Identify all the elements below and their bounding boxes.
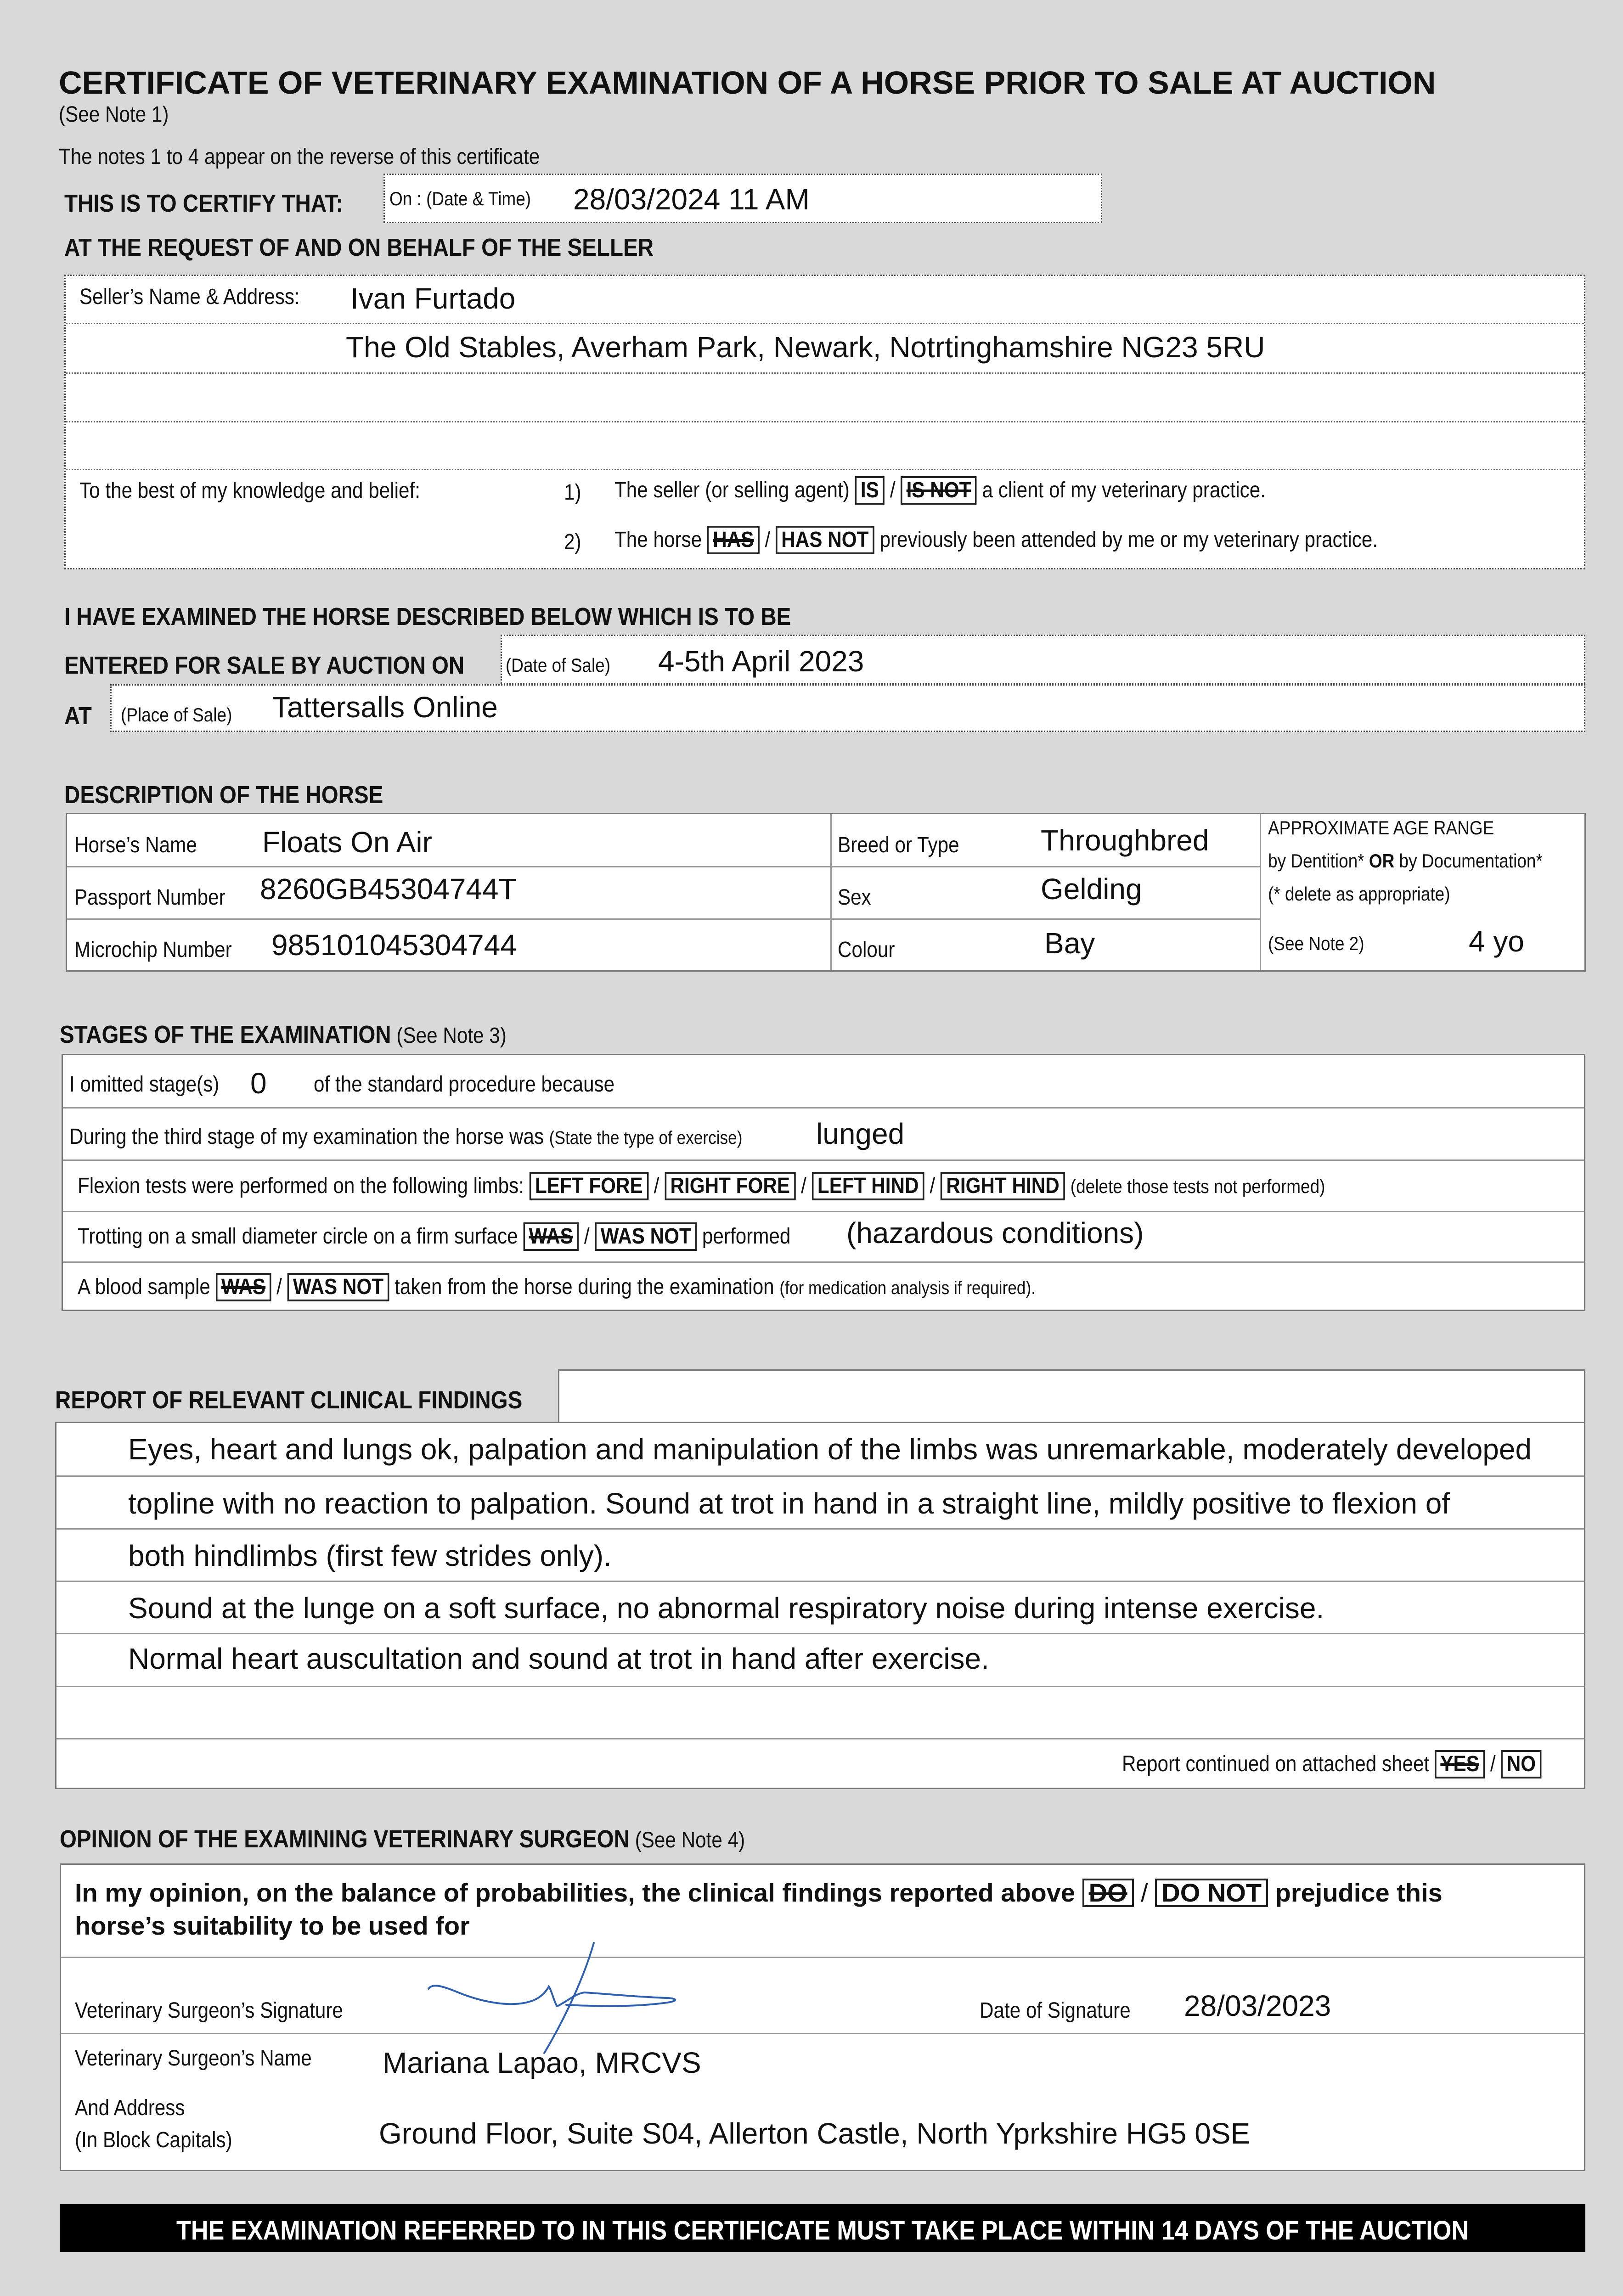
- opinion-heading-text: OPINION OF THE EXAMINING VETERINARY SURGEON: [60, 1825, 630, 1853]
- age-by-dentition[interactable]: by Dentition*: [1268, 850, 1364, 872]
- age-by-documentation[interactable]: by Documentation*: [1399, 850, 1543, 872]
- continued-no[interactable]: NO: [1501, 1750, 1541, 1778]
- flexion-row: [78, 1172, 1325, 1200]
- report-heading: REPORT OF RELEVANT CLINICAL FINDINGS: [55, 1386, 523, 1414]
- address-label-1: And Address: [75, 2096, 185, 2120]
- opinion-text-post: prejudice this: [1275, 1878, 1443, 1907]
- age-method: [1268, 850, 1543, 872]
- description-table: [66, 813, 1586, 972]
- sale-date-label: (Date of Sale): [506, 654, 611, 676]
- certify-label: THIS IS TO CERTIFY THAT:: [64, 190, 344, 217]
- flexion-left-hind[interactable]: LEFT HIND: [812, 1172, 924, 1200]
- trotting-post: performed: [702, 1224, 791, 1249]
- slash: /: [1490, 1752, 1496, 1776]
- signature-image[interactable]: [419, 1938, 750, 2058]
- certificate-title: CERTIFICATE OF VETERINARY EXAMINATION OF A HORSE PRIOR TO SALE AT AUCTION: [59, 65, 1436, 101]
- signature-label: Veterinary Surgeon’s Signature: [75, 1998, 343, 2023]
- slash: /: [801, 1174, 806, 1198]
- age-title: APPROXIMATE AGE RANGE: [1268, 817, 1494, 838]
- flexion-right-fore[interactable]: RIGHT FORE: [665, 1172, 795, 1200]
- flexion-left-fore[interactable]: LEFT FORE: [530, 1172, 648, 1200]
- opinion-text-pre: In my opinion, on the balance of probabilities, the clinical findings reported above: [75, 1878, 1076, 1907]
- certify-date-box[interactable]: [383, 174, 1102, 223]
- flexion-pre: Flexion tests were performed on the following limbs:: [78, 1174, 524, 1198]
- blood-small: (for medication analysis if required).: [779, 1278, 1036, 1298]
- age-or: OR: [1369, 850, 1395, 872]
- surgeon-name-value[interactable]: Mariana Lapao, MRCVS: [383, 2046, 701, 2079]
- seller-box: [64, 275, 1585, 569]
- third-stage-value[interactable]: lunged: [816, 1117, 905, 1150]
- sale-date-value: 4-5th April 2023: [658, 645, 864, 678]
- omitted-pre: I omitted stage(s): [69, 1072, 220, 1097]
- date-of-signature-value[interactable]: 28/03/2023: [1184, 1989, 1331, 2022]
- statement-1-number: 1): [564, 480, 581, 505]
- trotting-was[interactable]: WAS: [523, 1222, 579, 1251]
- date-of-signature-label: Date of Signature: [980, 1998, 1131, 2023]
- opinion-do-not[interactable]: DO NOT: [1155, 1879, 1268, 1907]
- slash: /: [1141, 1878, 1148, 1907]
- report-line[interactable]: both hindlimbs (first few strides only).: [128, 1539, 612, 1572]
- age-value[interactable]: 4 yo: [1469, 925, 1524, 958]
- seller-label: Seller’s Name & Address:: [79, 285, 300, 309]
- omitted-post: of the standard procedure because: [314, 1072, 615, 1097]
- breed-value[interactable]: Throughbred: [1041, 824, 1209, 857]
- slash: /: [654, 1174, 659, 1198]
- third-stage-pre: During the third stage of my examination the horse was: [69, 1125, 544, 1149]
- seller-name[interactable]: Ivan Furtado: [350, 282, 516, 315]
- certify-on-value: 28/03/2024 11 AM: [573, 183, 810, 216]
- examined-line-2: ENTERED FOR SALE BY AUCTION ON: [64, 652, 465, 679]
- option-is[interactable]: IS: [855, 476, 885, 505]
- report-line[interactable]: Normal heart auscultation and sound at trot in hand after exercise.: [128, 1642, 989, 1675]
- opinion-statement: [75, 1878, 1443, 1908]
- surgeon-address-value[interactable]: Ground Floor, Suite S04, Allerton Castle, North Yprkshire HG5 0SE: [379, 2117, 1251, 2150]
- footer-banner: [60, 2204, 1585, 2252]
- belief-label: To the best of my knowledge and belief:: [79, 478, 421, 503]
- opinion-heading: [60, 1825, 745, 1853]
- blood-pre: A blood sample: [78, 1275, 210, 1299]
- stages-table: [62, 1054, 1585, 1311]
- examined-line-1: I HAVE EXAMINED THE HORSE DESCRIBED BELOW WHICH IS TO BE: [64, 603, 791, 630]
- opinion-box: [60, 1863, 1585, 2171]
- statement-2-text: The horse: [614, 528, 702, 552]
- slash: /: [765, 528, 771, 552]
- sale-place-label: (Place of Sale): [121, 704, 232, 726]
- statement-1-text: The seller (or selling agent): [614, 478, 850, 502]
- statement-2-tail: previously been attended by me or my veterinary practice.: [879, 528, 1378, 552]
- opinion-line-2: horse’s suitability to be used for: [75, 1911, 470, 1940]
- slash: /: [276, 1275, 282, 1299]
- statement-1: [614, 476, 1266, 505]
- blood-was-not[interactable]: WAS NOT: [287, 1273, 389, 1301]
- opinion-do[interactable]: DO: [1082, 1879, 1134, 1907]
- report-box: [55, 1422, 1585, 1789]
- report-heading-field[interactable]: [558, 1369, 1585, 1423]
- option-has-not[interactable]: HAS NOT: [776, 526, 874, 554]
- trotting-row: [78, 1222, 790, 1251]
- sale-place-value: Tattersalls Online: [272, 691, 498, 724]
- passport-label: Passport Number: [74, 885, 225, 910]
- statement-2: [614, 526, 1378, 554]
- option-is-not[interactable]: IS NOT: [901, 476, 976, 505]
- age-note: (See Note 2): [1268, 933, 1364, 954]
- notes-text: The notes 1 to 4 appear on the reverse of this certificate: [59, 145, 540, 169]
- trotting-reason[interactable]: (hazardous conditions): [846, 1216, 1144, 1249]
- omitted-row: [69, 1072, 219, 1097]
- trotting-was-not[interactable]: WAS NOT: [595, 1222, 697, 1251]
- at-label: AT: [64, 702, 92, 730]
- sex-label: Sex: [838, 885, 871, 910]
- report-continued-text: Report continued on attached sheet: [1122, 1752, 1430, 1776]
- blood-post: taken from the horse during the examination: [394, 1275, 774, 1299]
- report-line[interactable]: Eyes, heart and lungs ok, palpation and manipulation of the limbs was unremarkable, moderately developed: [128, 1433, 1532, 1466]
- colour-value[interactable]: Bay: [1044, 927, 1095, 960]
- breed-label: Breed or Type: [838, 833, 959, 857]
- report-line[interactable]: Sound at the lunge on a soft surface, no abnormal respiratory noise during intense exercise.: [128, 1592, 1324, 1625]
- slash: /: [890, 478, 896, 502]
- seller-address[interactable]: The Old Stables, Averham Park, Newark, Notrtinghamshire NG23 5RU: [346, 331, 1265, 364]
- colour-label: Colour: [838, 938, 895, 962]
- flexion-post: (delete those tests not performed): [1070, 1176, 1325, 1197]
- stages-heading-text: STAGES OF THE EXAMINATION: [60, 1021, 391, 1048]
- stages-heading-note: (See Note 3): [396, 1024, 507, 1048]
- report-continued: [1122, 1750, 1541, 1778]
- sex-value[interactable]: Gelding: [1041, 872, 1142, 906]
- statement-2-number: 2): [564, 530, 581, 554]
- address-label-2: (In Block Capitals): [75, 2128, 232, 2152]
- sale-place-box[interactable]: [110, 684, 1585, 732]
- opinion-heading-note: (See Note 4): [635, 1828, 745, 1852]
- omitted-value[interactable]: 0: [250, 1067, 267, 1100]
- horse-name-label: Horse’s Name: [74, 833, 197, 857]
- option-has[interactable]: HAS: [707, 526, 760, 554]
- blood-was[interactable]: WAS: [216, 1273, 271, 1301]
- stages-heading: [60, 1020, 507, 1049]
- statement-1-tail: a client of my veterinary practice.: [982, 478, 1266, 502]
- see-note-1: (See Note 1): [59, 102, 169, 127]
- blood-row: [78, 1273, 1036, 1301]
- description-heading: DESCRIPTION OF THE HORSE: [64, 781, 383, 809]
- third-stage-small: (State the type of exercise): [549, 1128, 743, 1148]
- request-heading: AT THE REQUEST OF AND ON BEHALF OF THE SELLER: [64, 234, 654, 261]
- footer-text: THE EXAMINATION REFERRED TO IN THIS CERTIFICATE MUST TAKE PLACE WITHIN 14 DAYS OF THE AUCTION: [176, 2216, 1469, 2245]
- slash: /: [584, 1224, 590, 1249]
- report-line[interactable]: topline with no reaction to palpation. Sound at trot in hand in a straight line, mildly positive to flexion of: [128, 1487, 1450, 1520]
- flexion-right-hind[interactable]: RIGHT HIND: [941, 1172, 1065, 1200]
- microchip-value[interactable]: 985101045304744: [271, 929, 517, 962]
- slash: /: [930, 1174, 935, 1198]
- third-stage-row: [69, 1124, 742, 1149]
- surgeon-name-label: Veterinary Surgeon’s Name: [75, 2046, 312, 2071]
- certify-on-label: On : (Date & Time): [389, 188, 531, 209]
- passport-value[interactable]: 8260GB45304744T: [260, 872, 517, 906]
- sale-date-box[interactable]: [501, 635, 1585, 684]
- microchip-label: Microchip Number: [74, 938, 232, 962]
- continued-yes[interactable]: YES: [1435, 1750, 1485, 1778]
- trotting-pre: Trotting on a small diameter circle on a firm surface: [78, 1224, 518, 1249]
- horse-name-value[interactable]: Floats On Air: [262, 826, 432, 859]
- age-delete-note: (* delete as appropriate): [1268, 883, 1450, 905]
